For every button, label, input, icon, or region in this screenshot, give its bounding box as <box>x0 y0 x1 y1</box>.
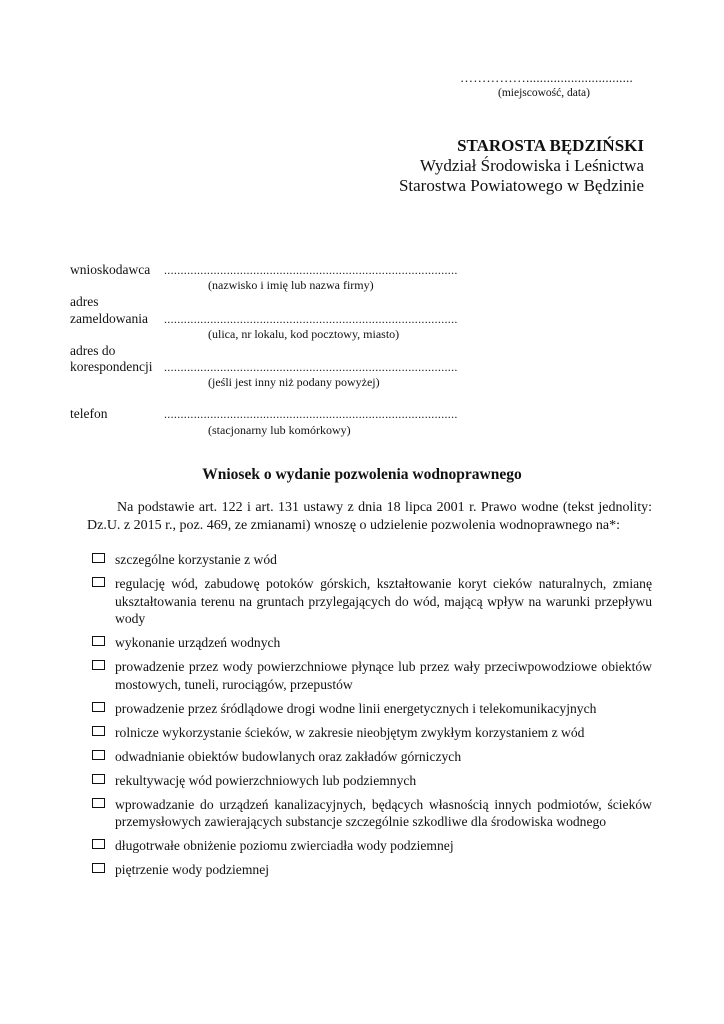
option-label: piętrzenie wody podziemnej <box>115 862 270 877</box>
applicant-hint: (nazwisko i imię lub nazwa firmy) <box>208 278 374 292</box>
list-item <box>92 748 652 766</box>
checkbox[interactable] <box>92 553 105 563</box>
list-item <box>92 551 652 569</box>
checkbox[interactable] <box>92 702 105 712</box>
option-label: długotrwałe obniżenie poziomu zwierciadła wody podziemnej <box>115 838 454 853</box>
option-label: rekultywację wód powierzchniowych lub podziemnych <box>115 772 417 788</box>
applicant-field[interactable]: ......................................................................................... <box>164 263 458 277</box>
option-label: rolnicze wykorzystanie ścieków, w zakresie nieobjętym zwykłym korzystaniem z wód <box>115 724 585 740</box>
list-item <box>92 837 652 855</box>
checkbox[interactable] <box>92 839 105 849</box>
intro-paragraph <box>87 499 652 535</box>
checkbox[interactable] <box>92 774 105 784</box>
document-title: Wniosek o wydanie pozwolenia wodnoprawnego <box>202 466 522 483</box>
addressee-block <box>224 136 644 196</box>
option-label: wykonanie urządzeń wodnych <box>115 635 281 650</box>
applicant-label: wnioskodawca <box>70 262 151 277</box>
list-item <box>92 634 652 652</box>
checkbox[interactable] <box>92 726 105 736</box>
option-label: prowadzenie przez wody powierzchniowe płynące lub przez wały przeciwpowodziowe obiektów mostowych, tuneli, rurociągów, przepustów <box>115 659 652 692</box>
option-label: wprowadzanie do urządzeń kanalizacyjnych, będących własnością innych podmiotów, ścieków przemysłowych zawierających substancje szczególnie szkodliwe dla środowiska wodnego <box>115 796 652 829</box>
place-date-label: (miejscowość, data) <box>498 87 590 99</box>
list-item <box>92 796 652 831</box>
phone-hint: (stacjonarny lub komórkowy) <box>208 423 351 437</box>
residence-label-line1: adres <box>70 294 99 309</box>
addressee-department: Wydział Środowiska i Leśnictwa <box>419 156 644 175</box>
list-item <box>92 772 652 790</box>
option-label: prowadzenie przez śródlądowe drogi wodne linii energetycznych i telekomunikacyjnych <box>115 700 597 716</box>
phone-label: telefon <box>70 406 108 421</box>
list-item <box>92 700 652 718</box>
checkbox[interactable] <box>92 660 105 670</box>
list-item <box>92 575 652 628</box>
phone-field[interactable]: ......................................................................................... <box>164 407 458 421</box>
list-item <box>92 861 652 879</box>
permit-options-list <box>92 551 652 885</box>
checkbox[interactable] <box>92 798 105 808</box>
option-label: regulację wód, zabudowę potoków górskich, kształtowanie koryt cieków naturalnych, zmianę ukształtowania terenu na gruntach przylegających do wód, mającą wpływ na warunki przepływu wody <box>115 576 652 626</box>
option-label: szczególne korzystanie z wód <box>115 552 277 567</box>
checkbox[interactable] <box>92 636 105 646</box>
checkbox[interactable] <box>92 750 105 760</box>
list-item <box>92 724 652 742</box>
correspondence-hint: (jeśli jest inny niż podany powyżej) <box>208 375 380 389</box>
correspondence-field[interactable]: ......................................................................................... <box>164 360 458 374</box>
correspondence-label-line1: adres do <box>70 343 116 358</box>
residence-label-line2: zameldowania <box>70 311 148 326</box>
checkbox[interactable] <box>92 863 105 873</box>
correspondence-label-line2: korespondencji <box>70 359 153 374</box>
checkbox[interactable] <box>92 577 105 587</box>
addressee-office: Starostwa Powiatowego w Będzinie <box>398 176 644 195</box>
place-date-line[interactable]: ……………............................... <box>460 70 633 85</box>
residence-hint: (ulica, nr lokalu, kod pocztowy, miasto) <box>208 327 400 341</box>
addressee-title: STAROSTA BĘDZIŃSKI <box>457 136 644 155</box>
residence-field[interactable]: ......................................................................................... <box>164 312 458 326</box>
option-label: odwadnianie obiektów budowlanych oraz zakładów górniczych <box>115 748 462 764</box>
intro-text: Na podstawie art. 122 i art. 131 ustawy z dnia 18 lipca 2001 r. Prawo wodne (tekst jednolity: Dz.U. z 2015 r., poz. 469, ze zmianami) wnoszę o udzielenie pozwolenia wodnoprawnego na*: <box>87 500 652 533</box>
list-item <box>92 658 652 693</box>
